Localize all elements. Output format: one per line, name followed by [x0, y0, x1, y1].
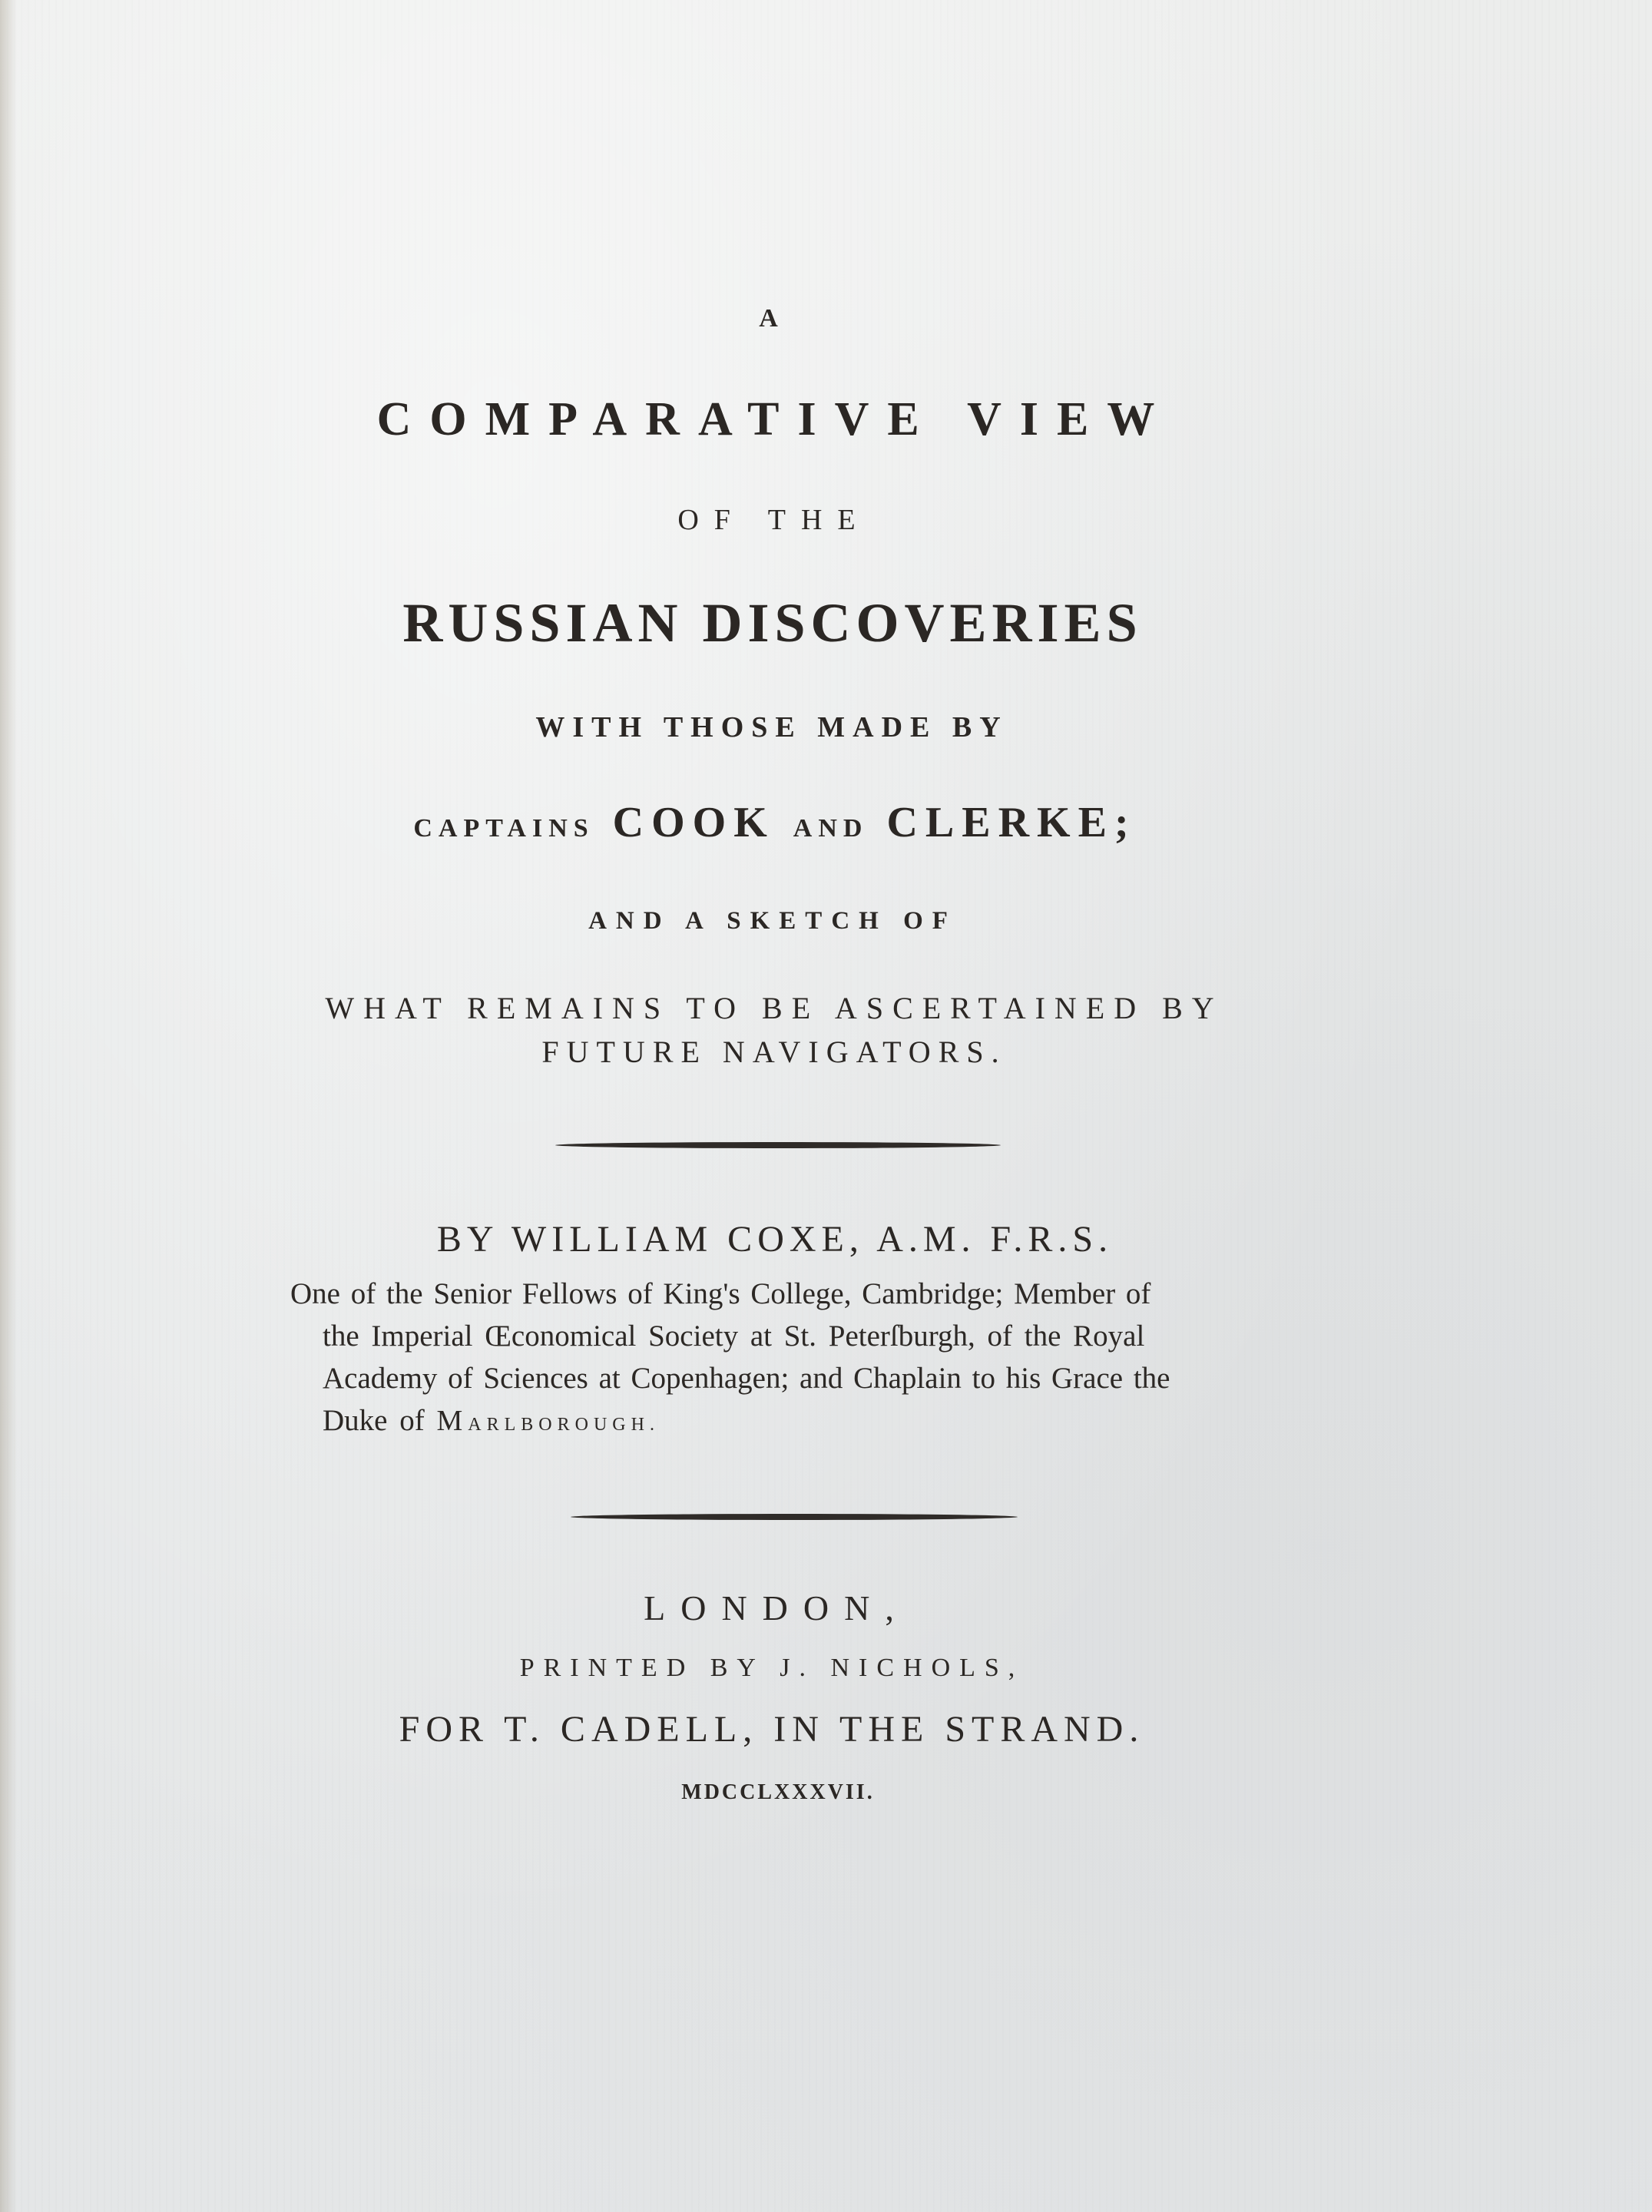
author-description-line-2: the Imperial Œconomical Society at St. Peterſburgh, of the Royal [323, 1320, 1145, 1353]
author-description-line-4 [323, 1406, 660, 1435]
description-marlborough [436, 1405, 659, 1437]
captain-name-clerke: CLERKE; [886, 799, 1137, 846]
captains-prefix: CAPTAINS [413, 814, 594, 843]
title-line-2: RUSSIAN DISCOVERIES [402, 592, 1143, 654]
author-description-line-3: Academy of Sciences at Copenhagen; and Chaplain to his Grace the [323, 1362, 1170, 1395]
divider-rule-bottom [571, 1514, 1018, 1520]
subtitle-sketch: AND A SKETCH OF [588, 907, 957, 935]
author-line: BY WILLIAM COXE, A.M. F.R.S. [436, 1219, 1114, 1260]
captain-name-cook: COOK [612, 799, 775, 846]
imprint-printer: PRINTED BY J. NICHOLS, [519, 1654, 1025, 1682]
page-edge-shadow [0, 0, 17, 2212]
captains-and: AND [793, 814, 869, 843]
author-description-line-1: One of the Senior Fellows of King's College, Cambridge; Member of [290, 1277, 1151, 1310]
imprint-publisher: FOR T. CADELL, IN THE STRAND. [399, 1709, 1145, 1750]
divider-rule-top [555, 1142, 1001, 1148]
imprint-year: MDCCLXXXVII. [681, 1780, 875, 1804]
subtitle-remains-1: WHAT REMAINS TO BE ASCERTAINED BY [325, 991, 1223, 1025]
title-line-1: COMPARATIVE VIEW [376, 393, 1174, 445]
marlborough-rest: ARLBOROUGH. [468, 1415, 660, 1435]
description-duke-of: Duke of [323, 1404, 425, 1437]
subtitle-captains [0, 801, 1550, 844]
marlborough-initial: M [436, 1405, 468, 1437]
subtitle-with-those: WITH THOSE MADE BY [535, 711, 1008, 743]
title-of-the: OF THE [677, 504, 871, 536]
subtitle-remains-2: FUTURE NAVIGATORS. [541, 1035, 1007, 1069]
imprint-city: LONDON, [644, 1588, 909, 1628]
title-article: A [759, 304, 783, 333]
